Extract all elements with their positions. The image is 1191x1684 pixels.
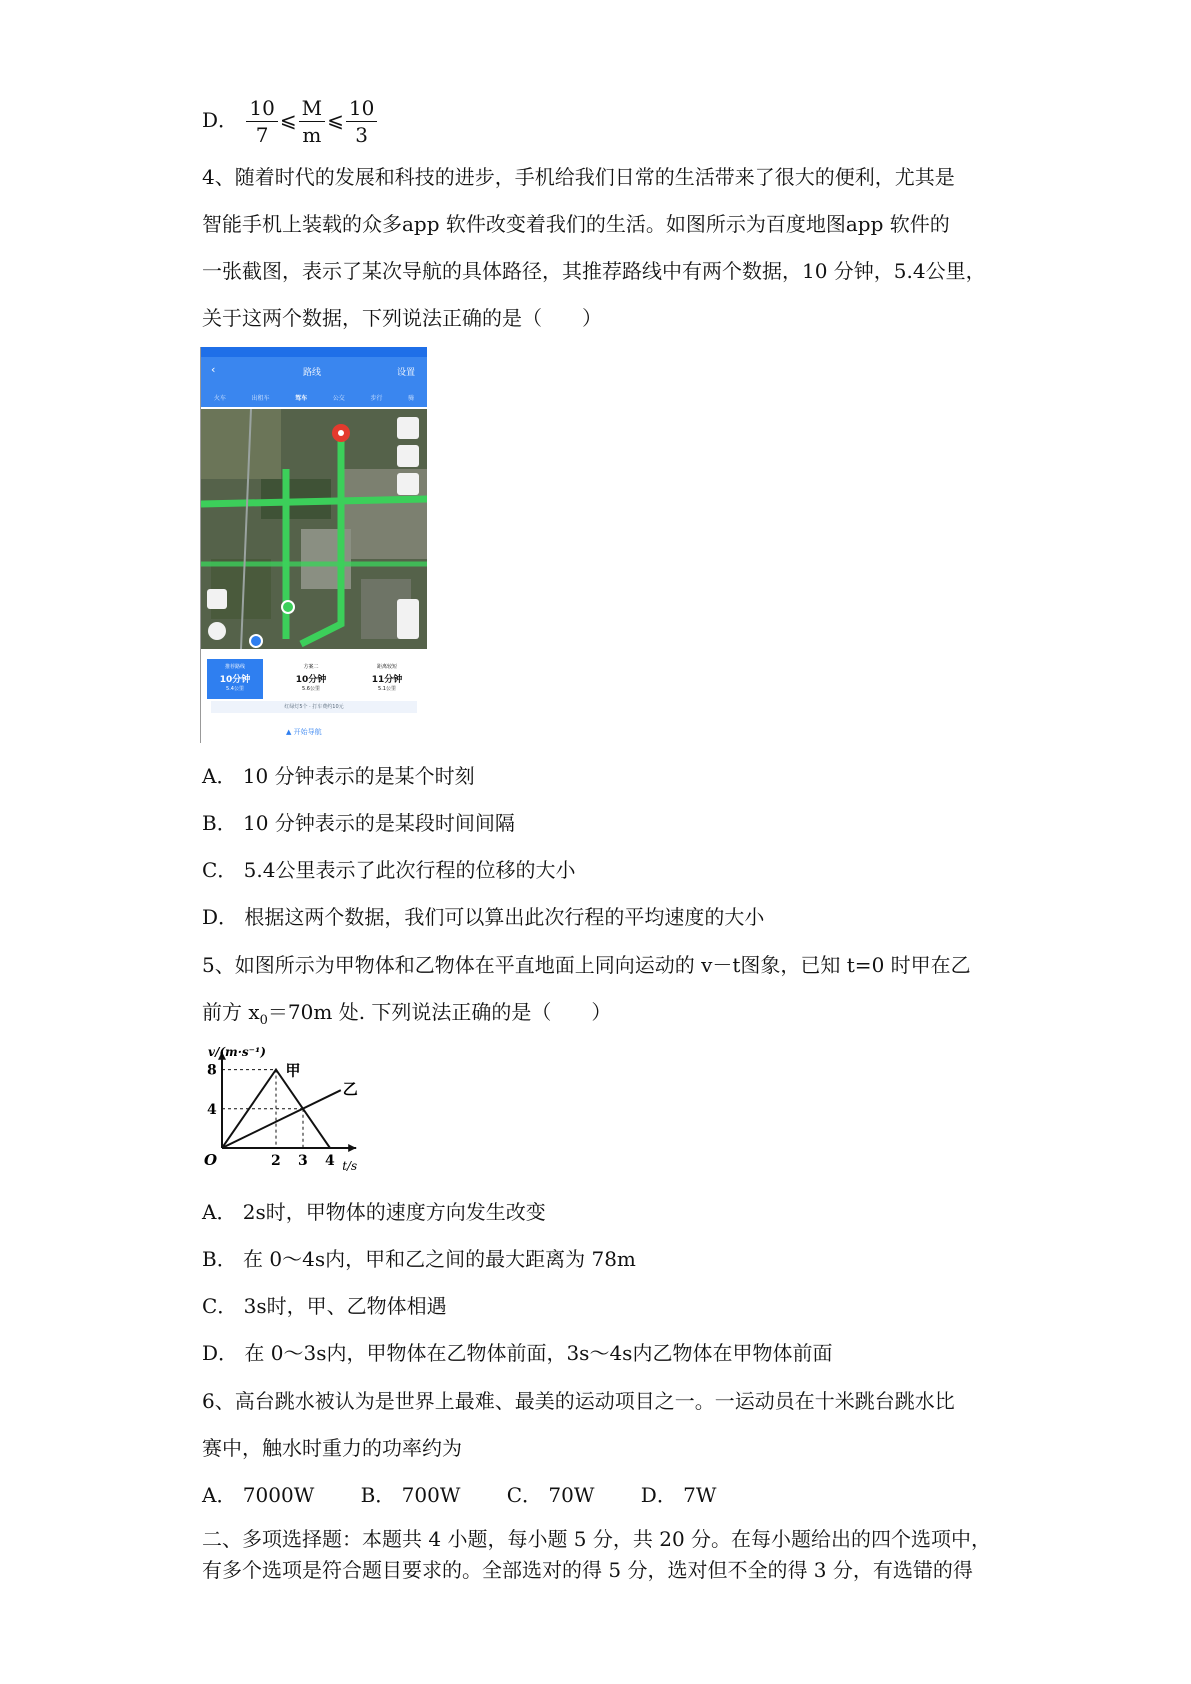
- status-bar: [201, 347, 427, 357]
- fraction-10-3: $\frac{10}{3}$: [346, 95, 377, 148]
- mode-tab: 驾车: [295, 394, 308, 402]
- satellite-map: [201, 409, 427, 649]
- leq-symbol-1: ⩽: [279, 108, 297, 132]
- mode-tab: 骑: [408, 394, 415, 402]
- q6-options: A． 7000W B． 700W C． 70W D． 7W: [202, 1483, 717, 1507]
- q6-line-1: 6、高台跳水被认为是世界上最难、最美的运动项目之一。一运动员在十米跳台跳水比: [202, 1389, 955, 1413]
- q4-line-2: 智能手机上装载的众多app 软件改变着我们的生活。如图所示为百度地图app 软件的: [202, 212, 950, 236]
- y-tick-label: 4: [207, 1101, 217, 1118]
- mode-tab: 火车: [213, 394, 226, 402]
- map-tool-icon: [397, 473, 419, 495]
- q3-option-d: [202, 92, 379, 148]
- route-card-3: 距离较短 11分钟 5.1公里: [371, 664, 403, 692]
- q4-line-1: 4、随着时代的发展和科技的进步，手机给我们日常的生活带来了很大的便利，尤其是: [202, 165, 955, 189]
- q4-option-c: C． 5.4公里表示了此次行程的位移的大小: [202, 858, 576, 882]
- traffic-icon: [397, 445, 419, 467]
- start-navigation: ▲ 开始导航: [286, 728, 322, 736]
- origin-label: O: [204, 1151, 218, 1169]
- q5-line-2: 前方 $x_0=70m$ 处. 下列说法正确的是（ ）: [202, 1000, 612, 1028]
- start-marker-icon: [250, 635, 262, 647]
- x-tick-label: 4: [325, 1153, 335, 1169]
- q3d-label: D．: [202, 108, 239, 132]
- x-axis-label: t/s: [342, 1159, 358, 1172]
- map-app-screenshot: [200, 347, 427, 743]
- q5-option-d: D． 在 0～3s内，甲物体在乙物体前面，3s～4s内乙物体在甲物体前面: [202, 1341, 833, 1365]
- map-layer-icon: [397, 417, 419, 439]
- back-icon: ‹: [211, 363, 216, 376]
- route-info: 红绿灯5个 · 打车费约10元: [211, 701, 417, 713]
- waypoint-icon: [282, 601, 294, 613]
- q4-option-b: B． 10 分钟表示的是某段时间间隔: [202, 811, 515, 835]
- q5-option-b: B． 在 0～4s内，甲和乙之间的最大距离为 78m: [202, 1247, 636, 1271]
- y-axis-label: v/(m·s⁻¹): [208, 1045, 266, 1059]
- mode-tab: 出租车: [251, 394, 270, 402]
- section2-line-1: 二、多项选择题：本题共 4 小题，每小题 5 分，共 20 分。在每小题给出的四个选项中，: [202, 1527, 992, 1551]
- x-tick-label: 3: [298, 1153, 308, 1169]
- series-label: 甲: [285, 1061, 301, 1080]
- route-card-recommended: 推荐路线 10分钟 5.4公里: [207, 659, 263, 699]
- fraction-10-7: $\frac{10}{7}$: [246, 95, 277, 148]
- section2-line-2: 有多个选项是符合题目要求的。全部选对的得 5 分，选对但不全的得 3 分，有选错的得: [202, 1558, 973, 1582]
- q5-option-a: A． 2s时，甲物体的速度方向发生改变: [202, 1200, 546, 1224]
- q4-line-3: 一张截图，表示了某次导航的具体路径，其推荐路线中有两个数据，10 分钟，5.4公里，: [202, 259, 986, 283]
- q5-line-1: 5、如图所示为甲物体和乙物体在平直地面上同向运动的 v－t图象，已知 t=0 时甲在乙: [202, 953, 971, 977]
- mode-tab: 步行: [370, 394, 383, 402]
- travel-mode-tabs: [201, 387, 427, 407]
- q4-line-4: 关于这两个数据，下列说法正确的是（ ）: [202, 306, 602, 330]
- series-label: 乙: [342, 1080, 358, 1099]
- q4-option-a: A． 10 分钟表示的是某个时刻: [202, 764, 475, 788]
- y-tick-label: 8: [207, 1062, 217, 1079]
- leq-symbol-2: ⩽: [327, 108, 344, 132]
- header-title: 路线: [303, 368, 322, 378]
- mode-tab: 公交: [332, 394, 345, 402]
- route-card-2: 方案二 10分钟 5.6公里: [295, 664, 327, 692]
- header-settings: 设置: [397, 368, 416, 378]
- fraction-M-m: $\frac{M}{m}$: [299, 95, 325, 148]
- x-tick-label: 2: [271, 1153, 281, 1169]
- route-options: [201, 649, 427, 743]
- q6-line-2: 赛中，触水时重力的功率约为: [202, 1436, 462, 1460]
- q4-option-d: D． 根据这两个数据，我们可以算出此次行程的平均速度的大小: [202, 905, 765, 929]
- zoom-control-icon: [397, 599, 419, 639]
- q5-option-c: C． 3s时，甲、乙物体相遇: [202, 1294, 447, 1318]
- x-axis-arrow: [348, 1144, 356, 1152]
- report-icon: [207, 589, 227, 609]
- locate-icon: [208, 622, 226, 640]
- vt-graph: [200, 1042, 380, 1172]
- navigation-arrow-icon: ▲: [286, 728, 294, 736]
